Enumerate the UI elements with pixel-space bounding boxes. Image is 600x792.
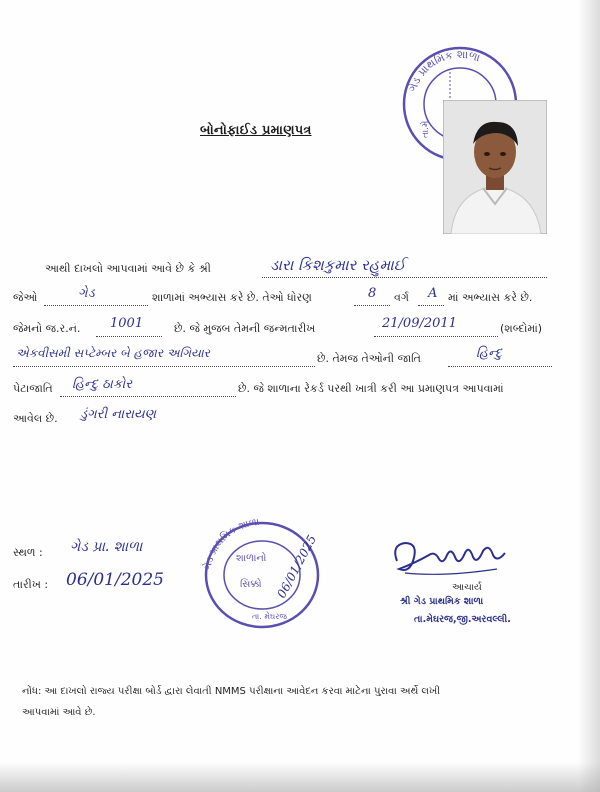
seal-bottom-text: તા. મેઘરજ xyxy=(252,612,287,621)
student-name-value: ડારા કિશકુમાર રહુમાઈ xyxy=(270,256,406,274)
line1-prefix: આથી દાખલો આપવામાં આવે છે કે શ્રી xyxy=(45,262,211,275)
note-line-1: નોંધ: આ દાખલો રાજ્ય પરીક્ષા બોર્ડ દ્વારા લેવાતી NMMS પરીક્ષાના આવેદન કરવા માટેના પુરાવા અર્થે લખી xyxy=(22,686,441,697)
dob-value: 21/09/2011 xyxy=(382,316,457,331)
line6-prefix: આવેલ છે. xyxy=(13,412,58,425)
birthplace-value: ડુંગરી નારાયણ xyxy=(80,407,156,422)
line2-prefix: જેઓ xyxy=(13,291,38,304)
seal-handwritten-date: 06/01/2025 xyxy=(274,532,320,601)
student-photo xyxy=(443,100,547,234)
stamp-top-text: ગેડ પ્રાથમિક શાળા xyxy=(405,47,482,94)
signature-title: આચાર્ય xyxy=(452,582,482,593)
line2-suffix: માં અભ્યાસ કરે છે. xyxy=(448,291,533,304)
svg-text:ગેડ પ્રાથમિક શાળા xyxy=(406,48,482,94)
stamp-top-inner: તા.મે. xyxy=(421,117,431,138)
dob-words-value: એકવીસમી સપ્ટેમ્બર બે હજાર અગિયાર xyxy=(16,346,210,360)
signature-school: શ્રી ગેડ પ્રાથમિક શાળા xyxy=(400,596,484,607)
line3-suffix: (શબ્દોમાં) xyxy=(500,322,543,335)
gr-number-value: 1001 xyxy=(110,316,144,331)
school-short-value: ગેડ xyxy=(78,286,95,301)
date-value: 06/01/2025 xyxy=(66,570,164,590)
page-title: બોનોફાઈડ પ્રમાણપત્ર xyxy=(200,123,312,138)
line5-suffix: છે. જે શાળાના રેકર્ડ પરથી ખાત્રી કરી આ પ્રમાણપત્ર આપવામાં xyxy=(238,382,504,395)
caste-value: હિન્દુ xyxy=(476,346,502,361)
seal-inner-1: શાળાનો xyxy=(236,553,267,564)
line3-mid: છે. જે મુજબ તેમની જન્મતારીખ xyxy=(174,322,316,335)
signature-address: તા.મેઘરજ,જી.અરવલ્લી. xyxy=(414,614,511,625)
note-line-2: આપવામાં આવે છે. xyxy=(22,707,96,718)
place-label: સ્થળ : xyxy=(13,546,43,559)
line5-prefix: પેટાજાતિ xyxy=(13,382,53,395)
school-seal-stamp xyxy=(200,515,330,631)
principal-signature xyxy=(385,533,520,581)
class-value: A xyxy=(428,286,438,301)
standard-value: 8 xyxy=(368,286,377,301)
line3-prefix: જેમનો જ.ર.નં. xyxy=(13,322,81,335)
line4-mid: છે. તેમજ તેઓની જાતિ xyxy=(317,352,421,365)
subcaste-value: હિન્દુ ઠાકોર xyxy=(72,377,132,392)
seal-arc-text: ગેડ પ્રાથમિક શાળા xyxy=(202,516,261,572)
line2-mid: શાળામાં અભ્યાસ કરે છે. તેઓ ધોરણ xyxy=(152,291,312,304)
place-value: ગેડ પ્રા. શાળા xyxy=(70,539,143,555)
date-label: તારીખ : xyxy=(13,578,49,591)
class-label: વર્ગ xyxy=(394,291,409,304)
seal-inner-2: સિક્કો xyxy=(240,579,262,590)
